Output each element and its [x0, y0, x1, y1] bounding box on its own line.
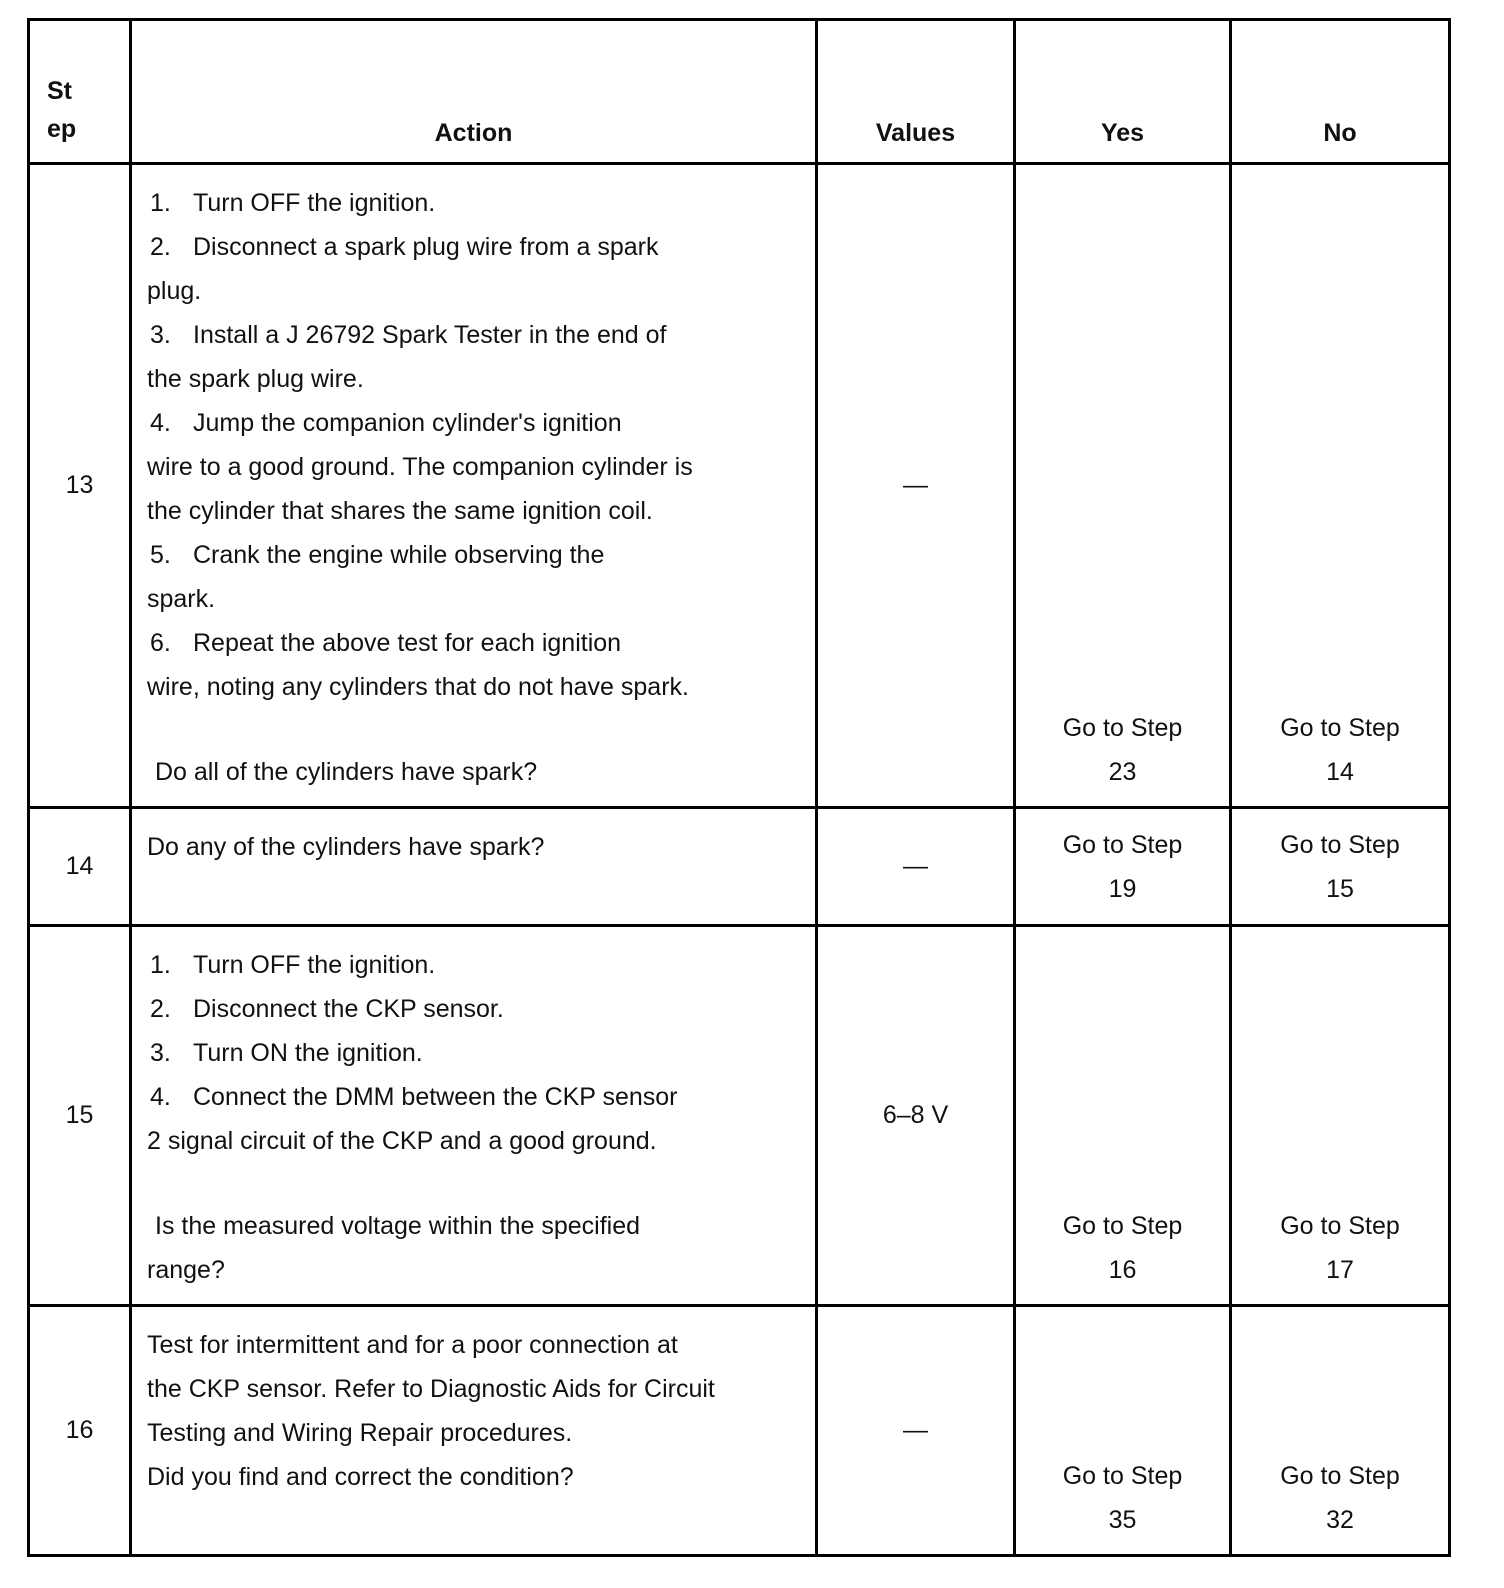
- diagnostic-table: [27, 18, 1448, 1557]
- list-number: 3.: [150, 1039, 171, 1067]
- list-text: Turn ON the ignition.: [193, 1039, 423, 1067]
- header-step-line1: St: [47, 77, 72, 105]
- yes-goto-label: Go to Step: [1062, 1462, 1183, 1490]
- list-text: Turn OFF the ignition.: [193, 951, 436, 979]
- list-text: Crank the engine while observing the: [193, 541, 605, 569]
- question-text: Do all of the cylinders have spark?: [155, 758, 538, 786]
- no-goto-step: 17: [1326, 1256, 1354, 1284]
- header-yes: Yes: [1015, 20, 1231, 164]
- value-cell: —: [817, 808, 1015, 926]
- no-cell: [1231, 164, 1450, 808]
- header-step: [29, 20, 131, 164]
- list-number: 4.: [150, 1083, 171, 1111]
- list-number: 3.: [150, 321, 171, 349]
- no-cell: [1231, 1306, 1450, 1556]
- yes-cell: [1015, 926, 1231, 1306]
- yes-goto-step: 16: [1108, 1256, 1137, 1284]
- step-number: 13: [29, 164, 131, 808]
- no-goto-label: Go to Step: [1280, 831, 1400, 859]
- list-text: Repeat the above test for each ignition: [193, 629, 622, 657]
- step-number: 15: [29, 926, 131, 1306]
- list-text-continued: wire, noting any cylinders that do not have spark.: [147, 673, 689, 701]
- table-row: [29, 808, 1450, 926]
- table-row: [29, 164, 1450, 808]
- yes-goto-step: 19: [1108, 875, 1137, 903]
- yes-goto-step: 35: [1108, 1506, 1137, 1534]
- header-values: Values: [817, 20, 1015, 164]
- list-text: Disconnect the CKP sensor.: [193, 995, 504, 1023]
- no-cell: [1231, 808, 1450, 926]
- list-number: 4.: [150, 409, 171, 437]
- yes-goto-label: Go to Step: [1062, 1212, 1183, 1240]
- table-row: [29, 926, 1450, 1306]
- list-text-continued: 2 signal circuit of the CKP and a good ground.: [147, 1127, 657, 1155]
- question-text: Is the measured voltage within the specified: [155, 1212, 640, 1240]
- list-number: 1.: [150, 951, 171, 979]
- question-text-continued: range?: [147, 1256, 225, 1284]
- list-text: Disconnect a spark plug wire from a spark: [193, 233, 659, 261]
- yes-goto-label: Go to Step: [1062, 714, 1183, 742]
- list-number: 6.: [150, 629, 171, 657]
- no-goto-step: 14: [1326, 758, 1354, 786]
- action-cell: [131, 164, 817, 808]
- list-text: Install a J 26792 Spark Tester in the end of: [193, 321, 667, 349]
- step-number: 14: [29, 808, 131, 926]
- list-number: 2.: [150, 995, 171, 1023]
- question-text: Do any of the cylinders have spark?: [147, 833, 545, 861]
- list-text: Jump the companion cylinder's ignition: [193, 409, 622, 437]
- yes-goto-label: Go to Step: [1062, 831, 1183, 859]
- diagnostic-steps-table: [27, 18, 1451, 1557]
- header-no: No: [1231, 20, 1450, 164]
- header-row: [29, 20, 1450, 164]
- no-goto-step: 32: [1326, 1506, 1354, 1534]
- list-text: Connect the DMM between the CKP sensor: [193, 1083, 678, 1111]
- action-cell: [131, 1306, 817, 1556]
- action-cell: [131, 808, 817, 926]
- value-cell: —: [817, 1306, 1015, 1556]
- value-cell: 6–8 V: [817, 926, 1015, 1306]
- table-row: [29, 1306, 1450, 1556]
- no-goto-label: Go to Step: [1280, 714, 1400, 742]
- header-step-line2: ep: [47, 115, 77, 143]
- list-text: Turn OFF the ignition.: [193, 189, 436, 217]
- list-text-continued: plug.: [147, 277, 202, 305]
- yes-goto-step: 23: [1108, 758, 1137, 786]
- question-text: Did you find and correct the condition?: [147, 1463, 574, 1491]
- yes-cell: [1015, 808, 1231, 926]
- value-cell: —: [817, 164, 1015, 808]
- no-goto-step: 15: [1326, 875, 1354, 903]
- list-number: 1.: [150, 189, 171, 217]
- no-goto-label: Go to Step: [1280, 1212, 1400, 1240]
- action-text: Test for intermittent and for a poor connection at: [147, 1331, 678, 1359]
- list-text-continued: spark.: [147, 585, 216, 613]
- no-goto-label: Go to Step: [1280, 1462, 1400, 1490]
- yes-cell: [1015, 1306, 1231, 1556]
- action-text: the CKP sensor. Refer to Diagnostic Aids for Circuit: [147, 1375, 715, 1403]
- step-number: 16: [29, 1306, 131, 1556]
- no-cell: [1231, 926, 1450, 1306]
- list-text-continued: the cylinder that shares the same ignition coil.: [147, 497, 653, 525]
- action-cell: [131, 926, 817, 1306]
- list-number: 5.: [150, 541, 171, 569]
- list-text-continued: wire to a good ground. The companion cylinder is: [147, 453, 693, 481]
- list-number: 2.: [150, 233, 171, 261]
- header-action: Action: [131, 20, 817, 164]
- yes-cell: [1015, 164, 1231, 808]
- action-text: Testing and Wiring Repair procedures.: [147, 1419, 573, 1447]
- list-text-continued: the spark plug wire.: [147, 365, 364, 393]
